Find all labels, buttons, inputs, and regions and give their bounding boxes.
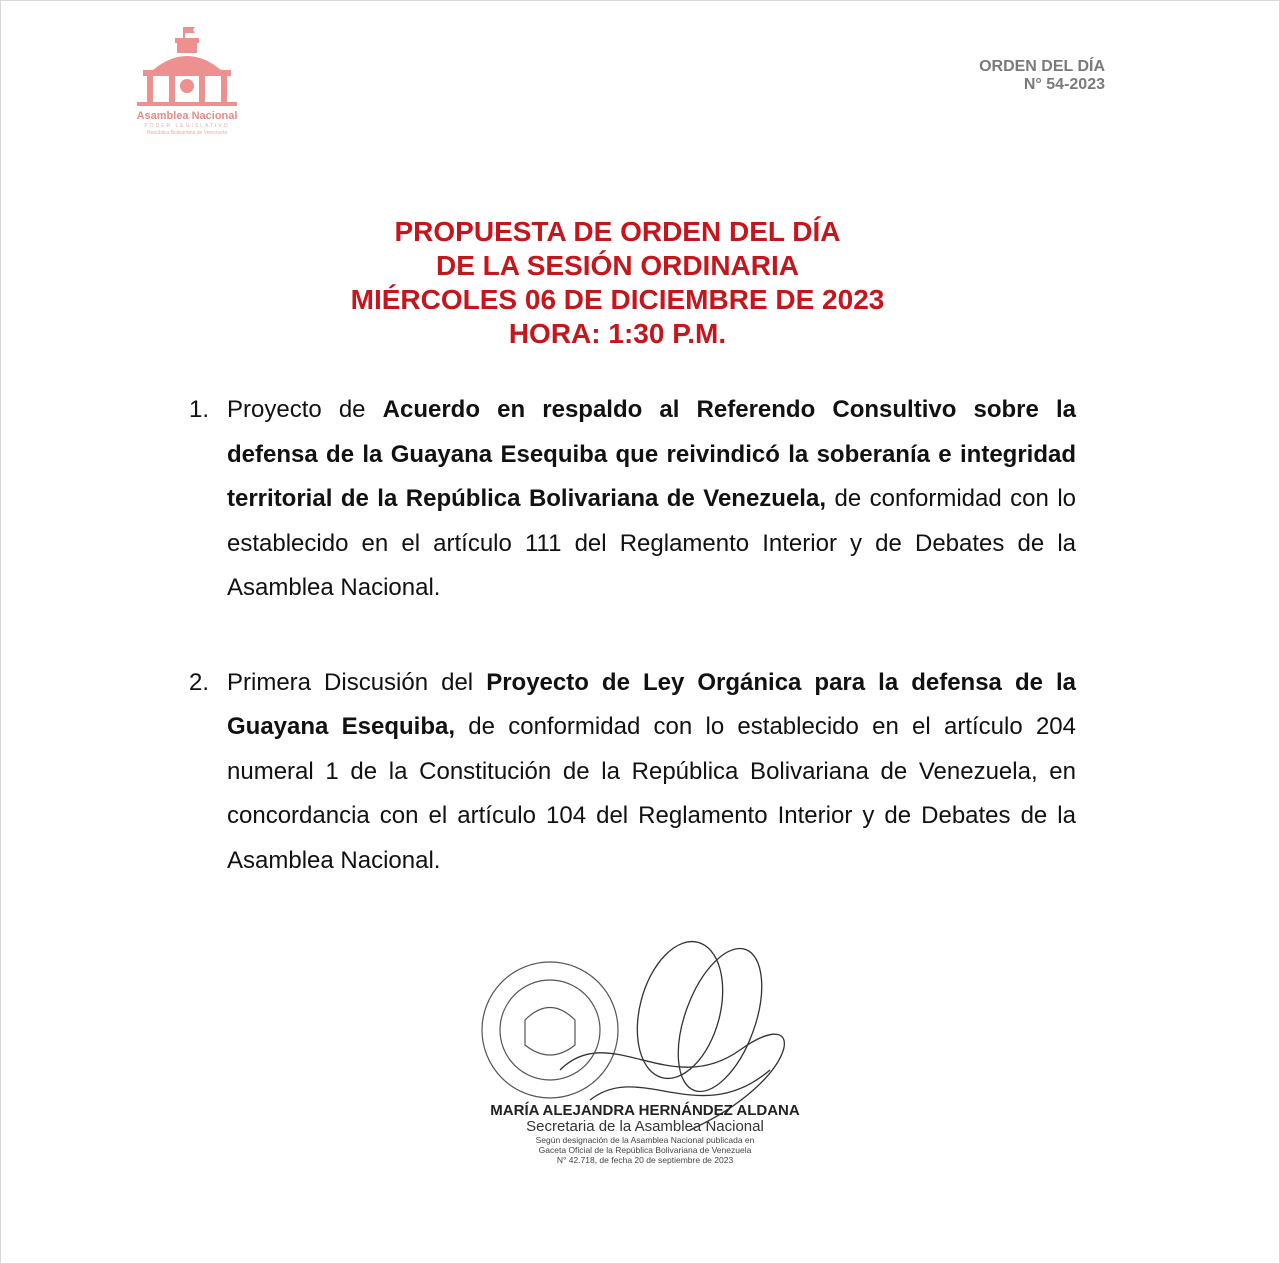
asamblea-nacional-logo xyxy=(125,24,255,146)
order-label: ORDEN DEL DÍA xyxy=(979,58,1105,75)
item-title: Proyecto de Ley Orgánica para la defensa de la Guayana Esequiba, xyxy=(227,668,1076,740)
handwritten-signature xyxy=(560,932,784,1130)
title-line: PROPUESTA DE ORDEN DEL DÍA xyxy=(394,216,841,247)
note-line: N° 42.718, de fecha 20 de septiembre de 2023 xyxy=(556,1155,734,1165)
note-line: Según designación de la Asamblea Nacional publicada en xyxy=(535,1135,755,1145)
agenda-list xyxy=(189,388,1076,883)
capitol-dome-icon xyxy=(125,24,249,110)
agenda-item xyxy=(189,661,1076,884)
logo-country: República Bolivariana de Venezuela xyxy=(146,130,228,136)
item-text: de conformidad con lo establecido en el artículo 204 numeral 1 de la Constitución de la República Bolivariana de Venezuela, en concordancia con el artículo 104 del Reglamento Interior y de Debates de la Asamblea Nacional. xyxy=(227,713,1076,874)
logo-name: Asamblea Nacional xyxy=(136,110,238,122)
logo-subtitle: PODER LEGISLATIVO xyxy=(144,123,230,129)
note-line: Gaceta Oficial de la República Bolivariana de Venezuela xyxy=(538,1145,752,1155)
document-title xyxy=(0,215,1235,351)
item-text: Primera Discusión del xyxy=(227,668,487,696)
title-line: DE LA SESIÓN ORDINARIA xyxy=(436,250,799,281)
signatory-role: Secretaria de la Asamblea Nacional xyxy=(526,1118,764,1135)
item-title: Acuerdo en respaldo al Referendo Consultivo sobre la defensa de la Guayana Esequiba que reivindicó la soberanía e integridad territorial de la República Bolivariana de Venezuela, xyxy=(227,396,1076,512)
title-time: HORA: 1:30 P.M. xyxy=(508,318,727,349)
item-number: 1. xyxy=(189,396,210,423)
item-text: de conformidad con lo establecido en el artículo 111 del Reglamento Interior y de Debates de la Asamblea Nacional. xyxy=(227,485,1076,601)
title-date: MIÉRCOLES 06 DE DICIEMBRE DE 2023 xyxy=(350,284,885,315)
item-text: Proyecto de xyxy=(227,396,383,423)
item-number: 2. xyxy=(189,668,210,696)
signatory-appointment xyxy=(0,1135,1280,1165)
official-seal xyxy=(482,962,618,1098)
order-number: N° 54-2023 xyxy=(1023,76,1105,93)
document-reference xyxy=(979,58,1105,94)
signatory-name: MARÍA ALEJANDRA HERNÁNDEZ ALDANA xyxy=(490,1102,800,1119)
agenda-item xyxy=(189,388,1076,611)
